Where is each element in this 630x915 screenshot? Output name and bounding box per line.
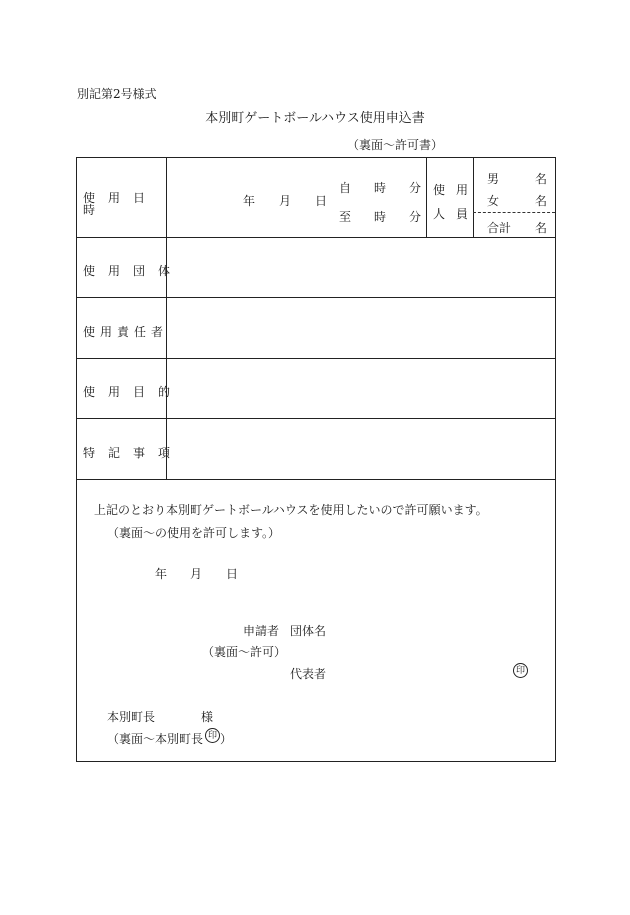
mayor-label: 本別町長	[107, 710, 156, 724]
representative-label: 代表者	[290, 667, 327, 681]
female-label: 女	[487, 194, 500, 208]
row-divider	[77, 479, 555, 480]
users-label-top: 使用	[433, 183, 480, 197]
group-label: 使用団体	[83, 264, 184, 278]
total-divider	[473, 212, 555, 213]
application-form-table	[76, 157, 556, 762]
label-column-divider	[166, 158, 167, 479]
users-label-bottom: 人員	[433, 207, 480, 221]
permit-reverse-label: （裏面～許可）	[202, 645, 287, 659]
application-statement: 上記のとおり本別町ゲートボールハウスを使用したいので許可願います。	[94, 503, 488, 517]
document-subtitle: （裏面～許可書）	[347, 138, 444, 152]
row-divider	[77, 237, 555, 238]
datetime-day: 日	[315, 194, 328, 208]
to-label: 至	[339, 210, 352, 224]
reverse-mayor-close: ）	[220, 732, 233, 746]
form-number: 別記第2号様式	[77, 87, 157, 101]
male-label: 男	[487, 172, 500, 186]
document-title: 本別町ゲートボールハウス使用申込書	[205, 111, 425, 126]
datetime-label	[83, 192, 159, 216]
responsible-label: 使用責任者	[83, 325, 169, 339]
datetime-label-text: 使用日時	[83, 191, 159, 217]
date-month: 月	[190, 567, 203, 581]
applicant-label: 申請者	[243, 624, 280, 638]
to-hour: 時	[374, 210, 387, 224]
row-divider	[77, 297, 555, 298]
row-divider	[77, 358, 555, 359]
row-divider	[77, 418, 555, 419]
datetime-year: 年	[243, 194, 256, 208]
date-day: 日	[226, 567, 239, 581]
total-count-unit: 名	[535, 221, 548, 235]
group-name-label: 団体名	[290, 624, 327, 638]
female-count-unit: 名	[535, 194, 548, 208]
honorific-label: 様	[201, 710, 214, 724]
users-section-divider	[426, 158, 427, 237]
purpose-label: 使用目的	[83, 385, 184, 399]
male-count-unit: 名	[535, 172, 548, 186]
from-hour: 時	[374, 181, 387, 195]
from-minute: 分	[409, 181, 422, 195]
to-minute: 分	[409, 210, 422, 224]
from-label: 自	[339, 181, 352, 195]
datetime-month: 月	[279, 194, 292, 208]
seal-icon: 印	[513, 663, 528, 678]
reverse-mayor-label: （裏面～本別町長	[107, 732, 204, 746]
seal-icon: 印	[205, 728, 220, 743]
notes-label: 特記事項	[83, 446, 184, 460]
total-label: 合計	[487, 221, 512, 235]
permit-statement: （裏面～の使用を許可します。）	[107, 526, 281, 540]
date-year: 年	[155, 567, 168, 581]
